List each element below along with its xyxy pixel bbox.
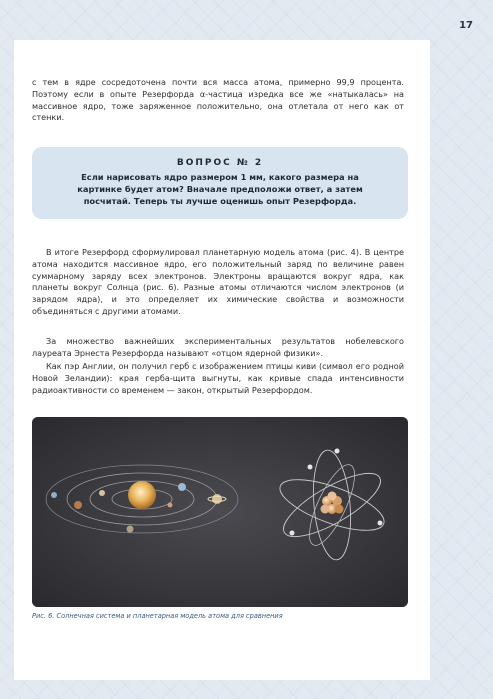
- electron: [378, 521, 383, 526]
- planet: [51, 492, 57, 498]
- paragraph-coat-of-arms: Как пэр Англии, он получил герб с изображением птицы киви (символ его родной Новой Зеландии): края герба-щита выгнуты, как кривые спада интенсивности радиоактивности со временем — закон, открытый Резерфордом.: [32, 361, 404, 395]
- question-title: ВОПРОС № 2: [176, 158, 264, 168]
- planet: [127, 526, 134, 533]
- planet: [178, 483, 186, 491]
- paragraph-intro: с тем в ядре сосредоточена почти вся масса атома, примерно 99,9 процента. Поэтому если в опыте Резерфорда α-частица изредка все же «натыкалась» на массивное ядро, тоже заряженное положительно, она отлетала от него как от стенки.: [32, 77, 404, 123]
- figure-illustration: [32, 417, 408, 607]
- figure-caption: Рис. 6. Солнечная система и планетарная модель атома для сравнения: [32, 612, 283, 620]
- planet: [99, 490, 105, 496]
- sun: [128, 481, 156, 509]
- paragraph-nobel: За множество важнейших экспериментальных результатов нобелевского лауреата Эрнеста Резерфорда называют «отцом ядерной физики».: [32, 336, 404, 358]
- question-text: Если нарисовать ядро размером 1 мм, какого размера на картинке будет атом? Вначале предположи ответ, а затем посчитай. Теперь ты лучше оценишь опыт Резерфорда.: [77, 172, 363, 206]
- question-box: [32, 147, 408, 219]
- planet: [168, 503, 173, 508]
- paragraph-planetary-model: В итоге Резерфорд сформулировал планетарную модель атома (рис. 4). В центре атома находится массивное ядро, его положительный заряд по величине равен суммарному заряду всех электронов. Электроны вращаются вокруг ядра, как планеты вокруг Солнца (рис. 6). Разные атомы отличаются числом электронов (и зарядом ядра), и это определяет их химические свойства и возможности объединяться с другими атомами.: [32, 247, 404, 316]
- figure-solar-system-atom: [32, 417, 408, 607]
- electron: [308, 465, 313, 470]
- electron: [335, 449, 340, 454]
- planet: [74, 501, 82, 509]
- electron: [290, 531, 295, 536]
- page-number: 17: [459, 20, 473, 31]
